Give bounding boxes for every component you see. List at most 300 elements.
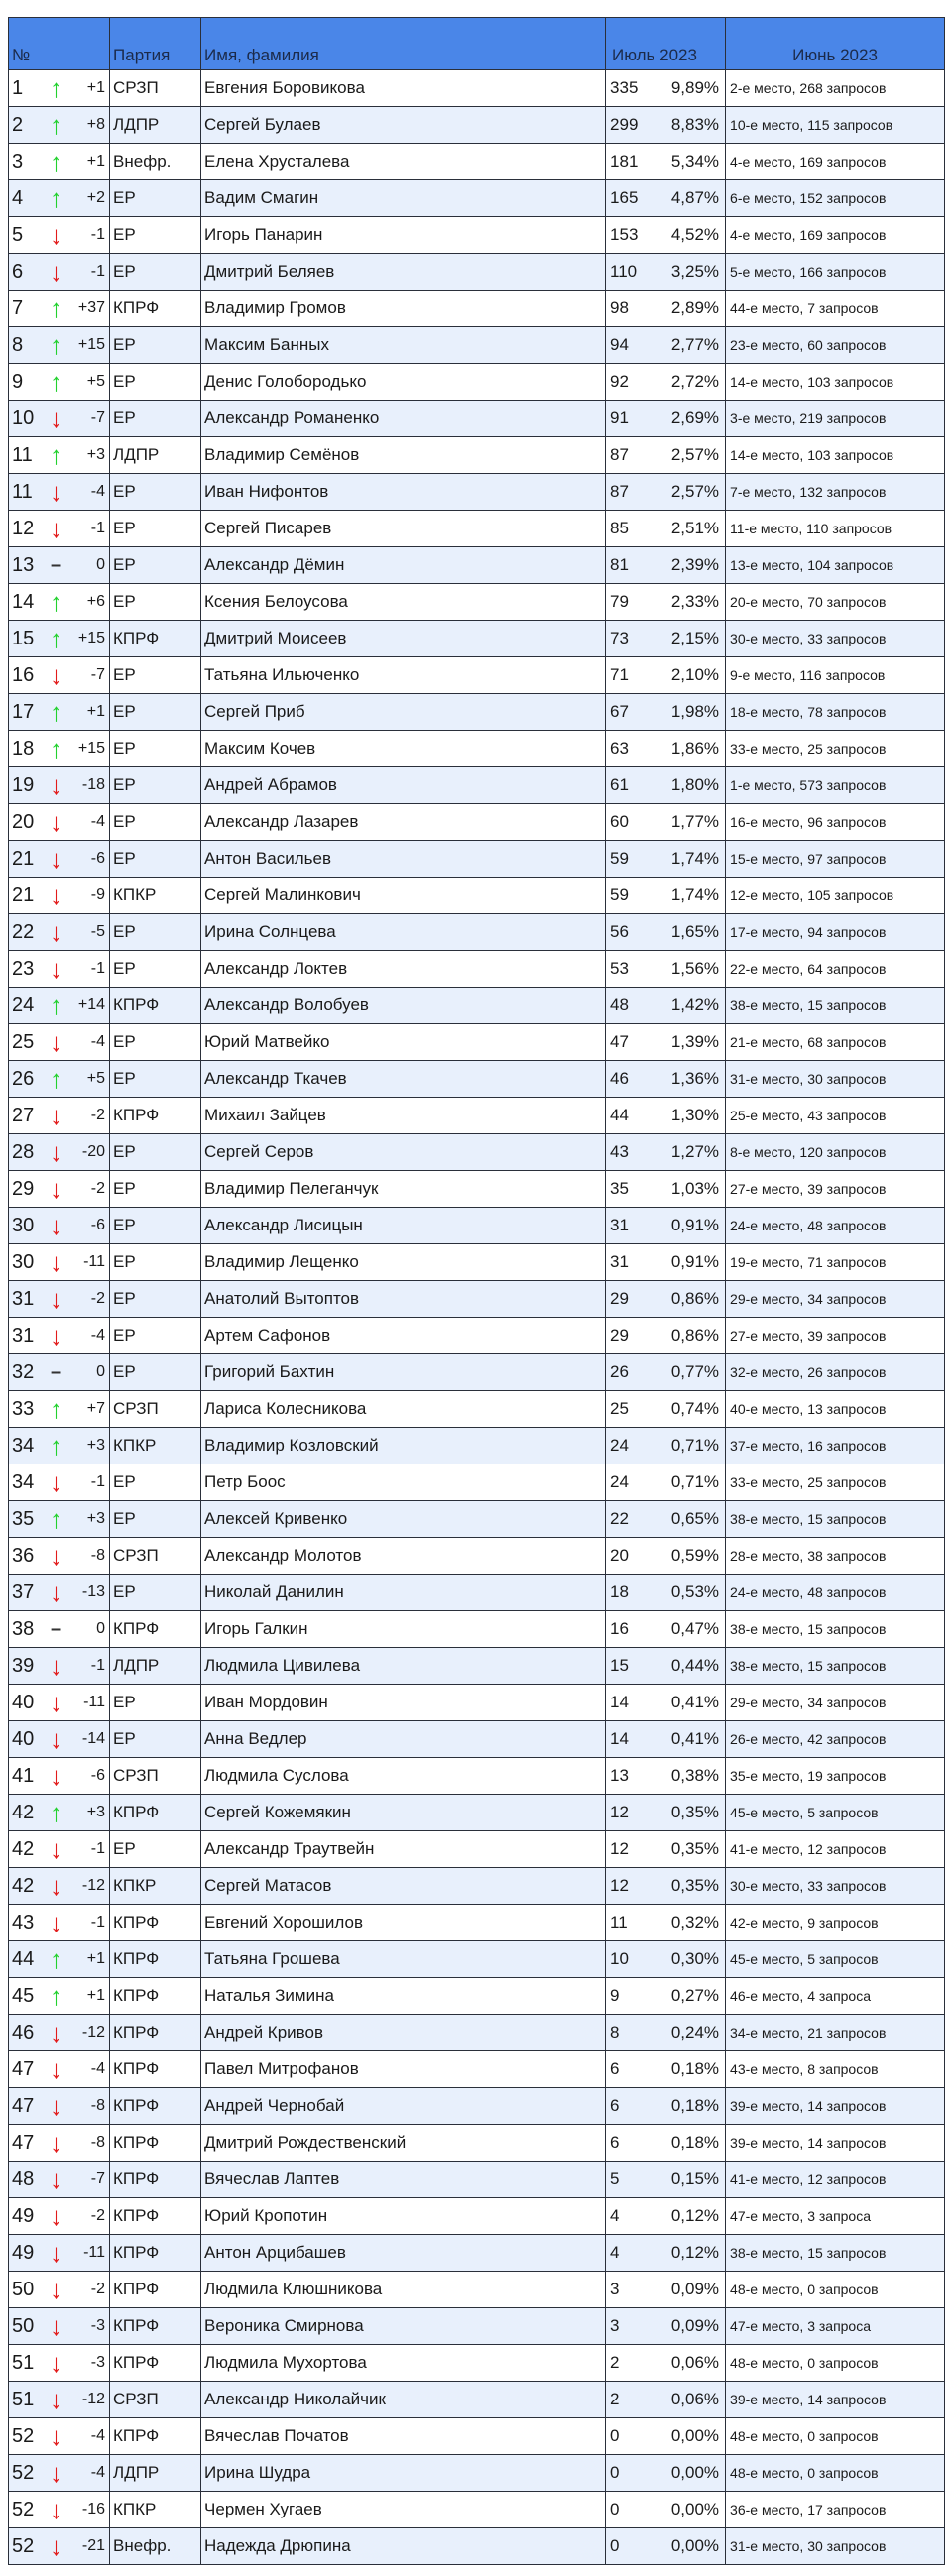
rank-cell: 27: [9, 1098, 45, 1134]
name-cell: Александр Волобуев: [201, 988, 606, 1024]
july-count: 0: [606, 2418, 667, 2455]
arrow-down-icon: ↓: [45, 841, 68, 878]
party-cell: ЕР: [110, 1208, 201, 1244]
arrow-up-icon: ↑: [45, 694, 68, 731]
rank-cell: 16: [9, 657, 45, 694]
july-percent: 0,71%: [667, 1428, 726, 1464]
arrow-up-icon: ↑: [45, 1501, 68, 1538]
june-info: 10-е место, 115 запросов: [726, 107, 945, 144]
july-count: 44: [606, 1098, 667, 1134]
name-cell: Сергей Писарев: [201, 511, 606, 547]
name-cell: Александр Дёмин: [201, 547, 606, 584]
rank-cell: 11: [9, 474, 45, 511]
name-cell: Владимир Семёнов: [201, 437, 606, 474]
rank-cell: 45: [9, 1978, 45, 2015]
name-cell: Татьяна Ильюченко: [201, 657, 606, 694]
july-percent: 1,30%: [667, 1098, 726, 1134]
june-info: 36-е место, 17 запросов: [726, 2492, 945, 2528]
rank-cell: 15: [9, 621, 45, 657]
july-count: 29: [606, 1281, 667, 1318]
july-percent: 2,77%: [667, 327, 726, 364]
june-info: 35-е место, 19 запросов: [726, 1758, 945, 1795]
june-info: 38-е место, 15 запросов: [726, 1501, 945, 1538]
july-percent: 0,44%: [667, 1648, 726, 1685]
rank-cell: 49: [9, 2235, 45, 2272]
arrow-down-icon: ↓: [45, 767, 68, 804]
june-info: 8-е место, 120 запросов: [726, 1134, 945, 1171]
july-percent: 1,65%: [667, 914, 726, 951]
june-info: 37-е место, 16 запросов: [726, 1428, 945, 1464]
june-info: 7-е место, 132 запросов: [726, 474, 945, 511]
july-count: 81: [606, 547, 667, 584]
july-percent: 0,00%: [667, 2418, 726, 2455]
rank-change: -3: [68, 2308, 110, 2345]
july-count: 16: [606, 1611, 667, 1648]
july-count: 46: [606, 1061, 667, 1098]
july-count: 92: [606, 364, 667, 401]
party-cell: КПРФ: [110, 1941, 201, 1978]
july-count: 87: [606, 437, 667, 474]
rank-cell: 40: [9, 1685, 45, 1721]
rank-cell: 44: [9, 1941, 45, 1978]
rank-cell: 30: [9, 1208, 45, 1244]
arrow-down-icon: ↓: [45, 2198, 68, 2235]
table-row: [9, 694, 945, 731]
arrow-down-icon: ↓: [45, 1575, 68, 1611]
rank-cell: 30: [9, 1244, 45, 1281]
arrow-down-icon: ↓: [45, 1648, 68, 1685]
july-percent: 0,06%: [667, 2345, 726, 2382]
header-rank: №: [9, 18, 110, 70]
name-cell: Александр Лазарев: [201, 804, 606, 841]
table-row: [9, 2125, 945, 2162]
name-cell: Григорий Бахтин: [201, 1354, 606, 1391]
rank-change: +1: [68, 1941, 110, 1978]
arrow-up-icon: ↑: [45, 70, 68, 107]
name-cell: Иван Нифонтов: [201, 474, 606, 511]
july-count: 6: [606, 2088, 667, 2125]
name-cell: Сергей Кожемякин: [201, 1795, 606, 1831]
june-info: 31-е место, 30 запросов: [726, 1061, 945, 1098]
rank-cell: 50: [9, 2308, 45, 2345]
party-cell: ЕР: [110, 1244, 201, 1281]
july-count: 4: [606, 2235, 667, 2272]
arrow-down-icon: ↓: [45, 1281, 68, 1318]
rank-cell: 9: [9, 364, 45, 401]
party-cell: КПКР: [110, 878, 201, 914]
table-row: [9, 1941, 945, 1978]
table-row: [9, 951, 945, 988]
rank-change: +1: [68, 1978, 110, 2015]
table-row: [9, 474, 945, 511]
rank-change: -1: [68, 951, 110, 988]
rank-change: +15: [68, 327, 110, 364]
july-count: 153: [606, 217, 667, 254]
name-cell: Александр Молотов: [201, 1538, 606, 1575]
party-cell: ЕР: [110, 1061, 201, 1098]
name-cell: Владимир Пелеганчук: [201, 1171, 606, 1208]
name-cell: Андрей Кривов: [201, 2015, 606, 2051]
july-percent: 0,59%: [667, 1538, 726, 1575]
table-row: [9, 327, 945, 364]
july-count: 13: [606, 1758, 667, 1795]
june-info: 25-е место, 43 запросов: [726, 1098, 945, 1134]
header-name: Имя, фамилия: [201, 18, 606, 70]
july-count: 67: [606, 694, 667, 731]
june-info: 44-е место, 7 запросов: [726, 291, 945, 327]
july-percent: 2,72%: [667, 364, 726, 401]
name-cell: Владимир Козловский: [201, 1428, 606, 1464]
rating-table-container: [8, 17, 944, 2565]
rank-change: -1: [68, 254, 110, 291]
table-row: [9, 584, 945, 621]
june-info: 48-е место, 0 запросов: [726, 2418, 945, 2455]
party-cell: ЛДПР: [110, 1648, 201, 1685]
party-cell: КПРФ: [110, 2272, 201, 2308]
rank-change: -1: [68, 1648, 110, 1685]
arrow-down-icon: ↓: [45, 1171, 68, 1208]
july-count: 6: [606, 2051, 667, 2088]
arrow-down-icon: ↓: [45, 1244, 68, 1281]
rank-change: -4: [68, 1318, 110, 1354]
june-info: 23-е место, 60 запросов: [726, 327, 945, 364]
arrow-down-icon: ↓: [45, 401, 68, 437]
rank-change: -6: [68, 1758, 110, 1795]
rank-change: -5: [68, 914, 110, 951]
rank-change: +8: [68, 107, 110, 144]
table-row: [9, 291, 945, 327]
july-count: 59: [606, 841, 667, 878]
july-percent: 2,33%: [667, 584, 726, 621]
july-count: 12: [606, 1831, 667, 1868]
june-info: 9-е место, 116 запросов: [726, 657, 945, 694]
rank-change: -11: [68, 2235, 110, 2272]
rank-change: +5: [68, 1061, 110, 1098]
name-cell: Дмитрий Беляев: [201, 254, 606, 291]
rank-change: +3: [68, 437, 110, 474]
table-row: [9, 1905, 945, 1941]
table-header: [9, 18, 945, 70]
june-info: 29-е место, 34 запросов: [726, 1281, 945, 1318]
july-count: 165: [606, 180, 667, 217]
july-count: 24: [606, 1464, 667, 1501]
june-info: 12-е место, 105 запросов: [726, 878, 945, 914]
july-count: 3: [606, 2308, 667, 2345]
june-info: 27-е место, 39 запросов: [726, 1171, 945, 1208]
july-count: 8: [606, 2015, 667, 2051]
june-info: 5-е место, 166 запросов: [726, 254, 945, 291]
july-percent: 5,34%: [667, 144, 726, 180]
rank-change: -4: [68, 1024, 110, 1061]
header-june: Июнь 2023: [726, 18, 945, 70]
name-cell: Игорь Панарин: [201, 217, 606, 254]
rank-change: -2: [68, 2272, 110, 2308]
july-count: 31: [606, 1208, 667, 1244]
table-row: [9, 1831, 945, 1868]
party-cell: ЕР: [110, 804, 201, 841]
table-row: [9, 2528, 945, 2565]
party-cell: ЕР: [110, 731, 201, 767]
june-info: 11-е место, 110 запросов: [726, 511, 945, 547]
rank-change: +15: [68, 731, 110, 767]
name-cell: Лариса Колесникова: [201, 1391, 606, 1428]
arrow-down-icon: ↓: [45, 657, 68, 694]
june-info: 33-е место, 25 запросов: [726, 731, 945, 767]
party-cell: ЕР: [110, 1318, 201, 1354]
table-row: [9, 1685, 945, 1721]
name-cell: Дмитрий Рождественский: [201, 2125, 606, 2162]
header-july: Июль 2023: [606, 18, 726, 70]
arrow-up-icon: ↑: [45, 1428, 68, 1464]
arrow-down-icon: ↓: [45, 2162, 68, 2198]
july-count: 61: [606, 767, 667, 804]
arrow-up-icon: ↑: [45, 437, 68, 474]
rank-change: -11: [68, 1244, 110, 1281]
table-row: [9, 511, 945, 547]
party-cell: ЕР: [110, 1134, 201, 1171]
rank-cell: 34: [9, 1464, 45, 1501]
party-cell: КПРФ: [110, 2162, 201, 2198]
july-percent: 0,00%: [667, 2455, 726, 2492]
rank-cell: 47: [9, 2051, 45, 2088]
rank-change: -12: [68, 2382, 110, 2418]
arrow-down-icon: ↓: [45, 1134, 68, 1171]
rank-change: -12: [68, 1868, 110, 1905]
rank-change: -1: [68, 1831, 110, 1868]
table-row: [9, 1795, 945, 1831]
june-info: 45-е место, 5 запросов: [726, 1795, 945, 1831]
july-percent: 0,12%: [667, 2198, 726, 2235]
party-cell: КПРФ: [110, 2198, 201, 2235]
june-info: 41-е место, 12 запросов: [726, 1831, 945, 1868]
july-count: 87: [606, 474, 667, 511]
table-row: [9, 1244, 945, 1281]
july-percent: 0,18%: [667, 2051, 726, 2088]
july-percent: 4,87%: [667, 180, 726, 217]
arrow-down-icon: ↓: [45, 511, 68, 547]
name-cell: Наталья Зимина: [201, 1978, 606, 2015]
july-percent: 1,36%: [667, 1061, 726, 1098]
rank-change: +1: [68, 144, 110, 180]
party-cell: ЕР: [110, 584, 201, 621]
june-info: 46-е место, 4 запроса: [726, 1978, 945, 2015]
june-info: 47-е место, 3 запроса: [726, 2308, 945, 2345]
july-count: 4: [606, 2198, 667, 2235]
rank-cell: 29: [9, 1171, 45, 1208]
arrow-down-icon: ↓: [45, 2345, 68, 2382]
july-count: 12: [606, 1795, 667, 1831]
arrow-down-icon: ↓: [45, 2088, 68, 2125]
rank-change: -1: [68, 511, 110, 547]
july-count: 31: [606, 1244, 667, 1281]
rank-cell: 39: [9, 1648, 45, 1685]
party-cell: КПКР: [110, 2492, 201, 2528]
party-cell: ЕР: [110, 694, 201, 731]
july-percent: 0,27%: [667, 1978, 726, 2015]
rank-cell: 31: [9, 1281, 45, 1318]
june-info: 17-е место, 94 запросов: [726, 914, 945, 951]
name-cell: Евгений Хорошилов: [201, 1905, 606, 1941]
rank-cell: 6: [9, 254, 45, 291]
june-info: 4-е место, 169 запросов: [726, 217, 945, 254]
june-info: 42-е место, 9 запросов: [726, 1905, 945, 1941]
arrow-down-icon: ↓: [45, 878, 68, 914]
arrow-down-icon: ↓: [45, 1721, 68, 1758]
table-row: [9, 1501, 945, 1538]
name-cell: Александр Романенко: [201, 401, 606, 437]
rank-change: -8: [68, 2125, 110, 2162]
table-row: [9, 988, 945, 1024]
rank-change: -4: [68, 804, 110, 841]
party-cell: ЕР: [110, 1464, 201, 1501]
july-percent: 1,03%: [667, 1171, 726, 1208]
june-info: 18-е место, 78 запросов: [726, 694, 945, 731]
name-cell: Александр Ткачев: [201, 1061, 606, 1098]
july-count: 71: [606, 657, 667, 694]
july-percent: 2,69%: [667, 401, 726, 437]
arrow-up-icon: ↑: [45, 731, 68, 767]
table-row: [9, 2418, 945, 2455]
party-cell: ЕР: [110, 841, 201, 878]
name-cell: Людмила Суслова: [201, 1758, 606, 1795]
name-cell: Андрей Чернобай: [201, 2088, 606, 2125]
arrow-up-icon: ↑: [45, 584, 68, 621]
party-cell: КПРФ: [110, 988, 201, 1024]
rank-change: -13: [68, 1575, 110, 1611]
party-cell: ЕР: [110, 547, 201, 584]
july-percent: 0,86%: [667, 1318, 726, 1354]
name-cell: Людмила Мухортова: [201, 2345, 606, 2382]
arrow-down-icon: ↓: [45, 254, 68, 291]
july-count: 9: [606, 1978, 667, 2015]
dash-icon: –: [45, 1354, 68, 1391]
rank-cell: 21: [9, 841, 45, 878]
july-count: 48: [606, 988, 667, 1024]
rank-change: -16: [68, 2492, 110, 2528]
june-info: 45-е место, 5 запросов: [726, 1941, 945, 1978]
arrow-down-icon: ↓: [45, 2235, 68, 2272]
july-percent: 0,06%: [667, 2382, 726, 2418]
july-percent: 9,89%: [667, 70, 726, 107]
table-row: [9, 1208, 945, 1244]
july-count: 22: [606, 1501, 667, 1538]
table-row: [9, 1024, 945, 1061]
name-cell: Сергей Приб: [201, 694, 606, 731]
party-cell: СРЗП: [110, 1391, 201, 1428]
rank-change: -6: [68, 1208, 110, 1244]
rank-cell: 8: [9, 327, 45, 364]
june-info: 22-е место, 64 запросов: [726, 951, 945, 988]
rank-cell: 7: [9, 291, 45, 327]
july-percent: 1,98%: [667, 694, 726, 731]
arrow-down-icon: ↓: [45, 2125, 68, 2162]
party-cell: ЕР: [110, 1281, 201, 1318]
july-percent: 1,80%: [667, 767, 726, 804]
june-info: 39-е место, 14 запросов: [726, 2088, 945, 2125]
arrow-down-icon: ↓: [45, 217, 68, 254]
party-cell: ЛДПР: [110, 437, 201, 474]
rank-cell: 22: [9, 914, 45, 951]
rank-change: -1: [68, 217, 110, 254]
party-cell: ЕР: [110, 1171, 201, 1208]
rank-change: -4: [68, 2051, 110, 2088]
july-percent: 0,41%: [667, 1721, 726, 1758]
rank-change: -9: [68, 878, 110, 914]
name-cell: Вероника Смирнова: [201, 2308, 606, 2345]
rank-change: -2: [68, 1281, 110, 1318]
rank-change: +37: [68, 291, 110, 327]
party-cell: ЕР: [110, 1831, 201, 1868]
name-cell: Иван Мордовин: [201, 1685, 606, 1721]
party-cell: ЕР: [110, 1685, 201, 1721]
rank-cell: 31: [9, 1318, 45, 1354]
rank-change: -4: [68, 474, 110, 511]
party-cell: ЕР: [110, 401, 201, 437]
table-row: [9, 1868, 945, 1905]
july-count: 0: [606, 2528, 667, 2565]
arrow-up-icon: ↑: [45, 291, 68, 327]
arrow-down-icon: ↓: [45, 1024, 68, 1061]
name-cell: Дмитрий Моисеев: [201, 621, 606, 657]
table-row: [9, 2162, 945, 2198]
rank-cell: 26: [9, 1061, 45, 1098]
name-cell: Надежда Дрюпина: [201, 2528, 606, 2565]
arrow-down-icon: ↓: [45, 1208, 68, 1244]
june-info: 38-е место, 15 запросов: [726, 1648, 945, 1685]
party-cell: КПРФ: [110, 2051, 201, 2088]
arrow-down-icon: ↓: [45, 804, 68, 841]
arrow-up-icon: ↑: [45, 1061, 68, 1098]
table-row: [9, 2272, 945, 2308]
rank-change: +3: [68, 1428, 110, 1464]
rank-cell: 49: [9, 2198, 45, 2235]
july-count: 14: [606, 1685, 667, 1721]
rank-change: -18: [68, 767, 110, 804]
name-cell: Александр Лисицын: [201, 1208, 606, 1244]
rank-change: +5: [68, 364, 110, 401]
arrow-up-icon: ↑: [45, 180, 68, 217]
july-count: 181: [606, 144, 667, 180]
party-cell: КПРФ: [110, 2345, 201, 2382]
june-info: 1-е место, 573 запросов: [726, 767, 945, 804]
name-cell: Елена Хрусталева: [201, 144, 606, 180]
party-cell: ЕР: [110, 474, 201, 511]
dash-icon: –: [45, 1611, 68, 1648]
party-cell: ЕР: [110, 511, 201, 547]
name-cell: Татьяна Грошева: [201, 1941, 606, 1978]
table-row: [9, 1134, 945, 1171]
dash-icon: –: [45, 547, 68, 584]
party-cell: КПРФ: [110, 2308, 201, 2345]
july-percent: 0,91%: [667, 1208, 726, 1244]
arrow-down-icon: ↓: [45, 951, 68, 988]
rank-change: -2: [68, 1098, 110, 1134]
name-cell: Людмила Цивилева: [201, 1648, 606, 1685]
june-info: 3-е место, 219 запросов: [726, 401, 945, 437]
table-row: [9, 1575, 945, 1611]
july-percent: 1,86%: [667, 731, 726, 767]
arrow-down-icon: ↓: [45, 2528, 68, 2565]
rank-cell: 5: [9, 217, 45, 254]
arrow-down-icon: ↓: [45, 1318, 68, 1354]
arrow-up-icon: ↑: [45, 988, 68, 1024]
july-count: 79: [606, 584, 667, 621]
name-cell: Юрий Кропотин: [201, 2198, 606, 2235]
rating-table: [8, 17, 945, 2565]
july-percent: 1,56%: [667, 951, 726, 988]
rank-cell: 20: [9, 804, 45, 841]
party-cell: КПРФ: [110, 2125, 201, 2162]
